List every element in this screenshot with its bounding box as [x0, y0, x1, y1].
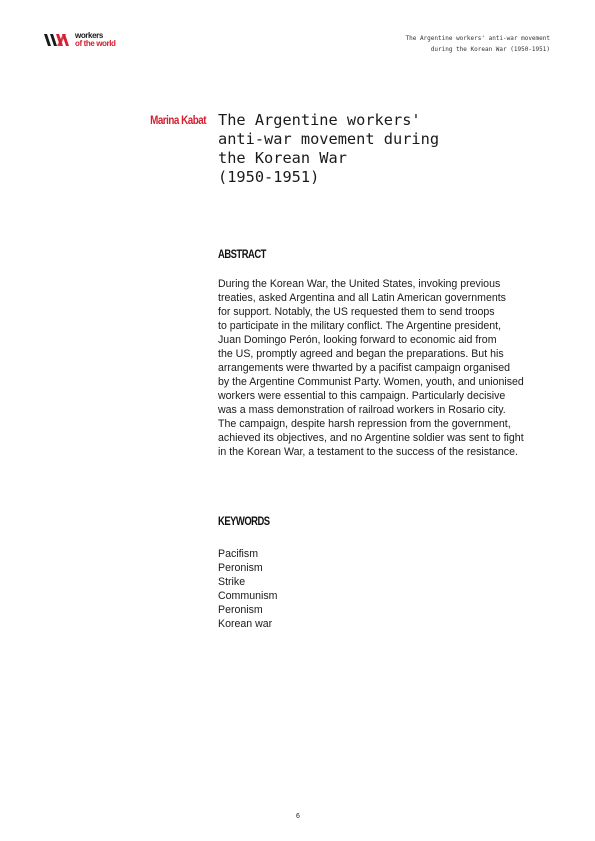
journal-logo-line-1: workers: [75, 31, 103, 40]
abstract-line: to participate in the military conflict. The Argentine president,: [218, 320, 502, 332]
keyword-item: Peronism: [218, 562, 263, 574]
abstract-line: the US, promptly agreed and began the preparations. But his: [218, 348, 504, 360]
keyword-item: Korean war: [218, 618, 273, 630]
abstract-line: for support. Notably, the US requested them to send troops: [218, 306, 495, 318]
running-header: [310, 33, 550, 55]
keyword-item: Strike: [218, 576, 246, 588]
abstract-line: by the Argentine Communist Party. Women, youth, and unionised: [218, 376, 524, 388]
abstract-line: arrangements were thwarted by a pacifist campaign organised: [218, 362, 511, 374]
journal-logo: [44, 32, 116, 48]
keywords-heading: KEYWORDS: [218, 516, 270, 528]
abstract-line: workers were essential to this campaign. Particularly decisive: [218, 390, 506, 402]
abstract-line: Juan Domingo Perón, looking forward to economic aid from: [218, 334, 497, 346]
running-header-line-1: The Argentine workers' anti-war movement: [405, 35, 550, 42]
article-title-line: anti-war movement during: [218, 130, 440, 148]
abstract-line: was a mass demonstration of railroad workers in Rosario city.: [218, 404, 506, 416]
keyword-item: Pacifism: [218, 548, 259, 560]
journal-logo-mark-icon: [44, 32, 72, 48]
abstract-text: [218, 277, 558, 459]
article-title-line: (1950-1951): [218, 168, 320, 186]
running-header-line-2: during the Korean War (1950-1951): [430, 46, 550, 53]
keywords-list: [218, 547, 277, 631]
author-name: Marina Kabat: [150, 113, 206, 127]
journal-logo-text: [75, 32, 116, 48]
journal-logo-line-2: of the world: [75, 39, 116, 48]
abstract-line: During the Korean War, the United States, invoking previous: [218, 278, 501, 290]
article-title-line: the Korean War: [218, 149, 347, 167]
keyword-item: Communism: [218, 590, 278, 602]
article-title: [218, 111, 518, 187]
abstract-line: treaties, asked Argentina and all Latin American governments: [218, 292, 506, 304]
abstract-line: achieved its objectives, and no Argentine soldier was sent to fight: [218, 432, 524, 444]
page-number: 6: [295, 812, 301, 820]
abstract-heading: ABSTRACT: [218, 249, 266, 261]
keyword-item: Peronism: [218, 604, 263, 616]
abstract-line: The campaign, despite harsh repression from the government,: [218, 418, 511, 430]
abstract-line: in the Korean War, a testament to the success of the resistance.: [218, 446, 518, 458]
article-title-line: The Argentine workers': [218, 111, 421, 129]
